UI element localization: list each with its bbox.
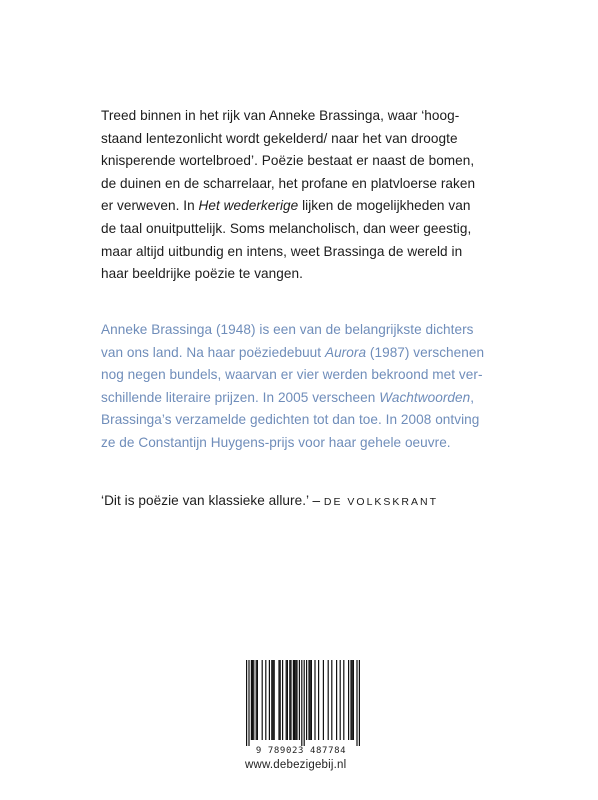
barcode-bar bbox=[290, 660, 291, 740]
blurb-line: Treed binnen in het rijk van Anneke Brassinga, waar ‘hoog- bbox=[101, 108, 460, 123]
bio-text: (1987) verschenen bbox=[369, 344, 485, 360]
barcode-bar bbox=[265, 660, 266, 740]
barcode-bar bbox=[323, 660, 324, 740]
barcode-bar bbox=[293, 660, 294, 740]
bio-line: ze de Constantijn Huygens-prijs voor haar gehele oeuvre. bbox=[101, 434, 451, 450]
blurb-line: maar altijd uitbundig en intens, weet Brassinga de wereld in bbox=[101, 243, 463, 259]
blurb-line: de duinen en de scharrelaar, het profane en platvloerse raken bbox=[101, 175, 476, 191]
quote-line bbox=[101, 490, 521, 514]
barcode-bar bbox=[248, 660, 249, 746]
bio-line bbox=[101, 342, 521, 365]
bio-text: van ons land. Na haar poëziedebuut bbox=[101, 344, 322, 360]
barcode-bar bbox=[352, 660, 353, 740]
barcode-bar bbox=[299, 660, 300, 740]
barcode-bar bbox=[282, 660, 283, 740]
quote-source: DE VOLKSKRANT bbox=[323, 496, 438, 508]
bio-line: nog negen bundels, waarvan er vier werden bekroond met ver- bbox=[101, 367, 483, 383]
blurb-line: staand lentezonlicht wordt gekelderd/ naar het van droogte bbox=[101, 130, 458, 146]
isbn-barcode bbox=[238, 660, 364, 770]
barcode-bar bbox=[280, 660, 281, 740]
barcode-bar bbox=[289, 660, 290, 740]
press-quote bbox=[101, 490, 521, 514]
barcode-bar bbox=[359, 660, 360, 746]
barcode-bar bbox=[271, 660, 272, 740]
barcode-bar bbox=[350, 660, 351, 740]
book-title: Aurora bbox=[324, 344, 367, 360]
barcode-bar bbox=[294, 660, 295, 740]
barcode-bar bbox=[296, 660, 297, 740]
barcode-bar bbox=[278, 660, 279, 740]
back-cover-blurb bbox=[101, 105, 521, 286]
quote-text: ‘Dit is poëzie van klassieke allure.’ bbox=[101, 493, 309, 508]
isbn-number: 9 789023 487784 bbox=[255, 746, 347, 756]
barcode-bar bbox=[356, 660, 357, 746]
book-title: Wachtwoorden bbox=[379, 389, 471, 405]
barcode-bar bbox=[262, 660, 263, 740]
quote-dash: – bbox=[312, 493, 321, 508]
bio-line bbox=[101, 387, 521, 410]
barcode-bar bbox=[287, 660, 288, 740]
bio-line: Anneke Brassinga (1948) is een van de belangrijkste dichters bbox=[101, 322, 474, 337]
barcode-bar bbox=[286, 660, 287, 740]
bio-line: Brassinga’s verzamelde gedichten tot dan toe. In 2008 ontving bbox=[101, 412, 480, 428]
barcode-bar bbox=[246, 660, 247, 746]
barcode-bar bbox=[257, 660, 258, 740]
author-bio bbox=[101, 319, 521, 455]
barcode-bar bbox=[251, 660, 252, 740]
barcode-bar bbox=[308, 660, 309, 740]
blurb-line: knisperende wortelbroed’. Poëzie bestaat er naast de bomen, bbox=[101, 153, 475, 169]
barcode-bar bbox=[295, 660, 296, 740]
blurb-text: er verweven. In bbox=[101, 198, 195, 214]
barcode-bar bbox=[328, 660, 329, 740]
barcode-bar bbox=[306, 660, 307, 740]
barcode-bar bbox=[331, 660, 332, 740]
barcode-bar bbox=[269, 660, 270, 740]
barcode-bar bbox=[272, 660, 273, 740]
barcode-bar bbox=[253, 660, 254, 740]
blurb-line bbox=[101, 195, 521, 218]
publisher-website[interactable]: www.debezigebij.nl bbox=[245, 759, 347, 771]
barcode-bar bbox=[314, 660, 315, 740]
barcode-bar bbox=[336, 660, 337, 740]
barcode-bar bbox=[301, 660, 302, 746]
barcode-bar bbox=[274, 660, 275, 740]
barcode-bar bbox=[348, 660, 349, 740]
bio-text: schillende literaire prijzen. In 2005 verscheen bbox=[101, 389, 376, 405]
barcode-bar bbox=[318, 660, 319, 740]
book-title: Het wederkerige bbox=[198, 198, 299, 214]
barcode-bar bbox=[256, 660, 257, 740]
barcode-bar bbox=[311, 660, 312, 740]
blurb-line: de taal onuitputtelijk. Soms melancholisch, dan weer geestig, bbox=[101, 220, 472, 236]
barcode-bar bbox=[340, 660, 341, 740]
barcode-bar bbox=[304, 660, 305, 746]
blurb-line: haar beeldrijke poëzie te vangen. bbox=[101, 266, 303, 282]
blurb-text: lijken de mogelijkheden van bbox=[302, 198, 471, 214]
barcode-bars bbox=[238, 660, 364, 746]
barcode-bar bbox=[252, 660, 253, 740]
barcode-bar bbox=[353, 660, 354, 740]
barcode-bar bbox=[310, 660, 311, 740]
bio-text: , bbox=[470, 389, 475, 405]
barcode-bar bbox=[343, 660, 344, 740]
